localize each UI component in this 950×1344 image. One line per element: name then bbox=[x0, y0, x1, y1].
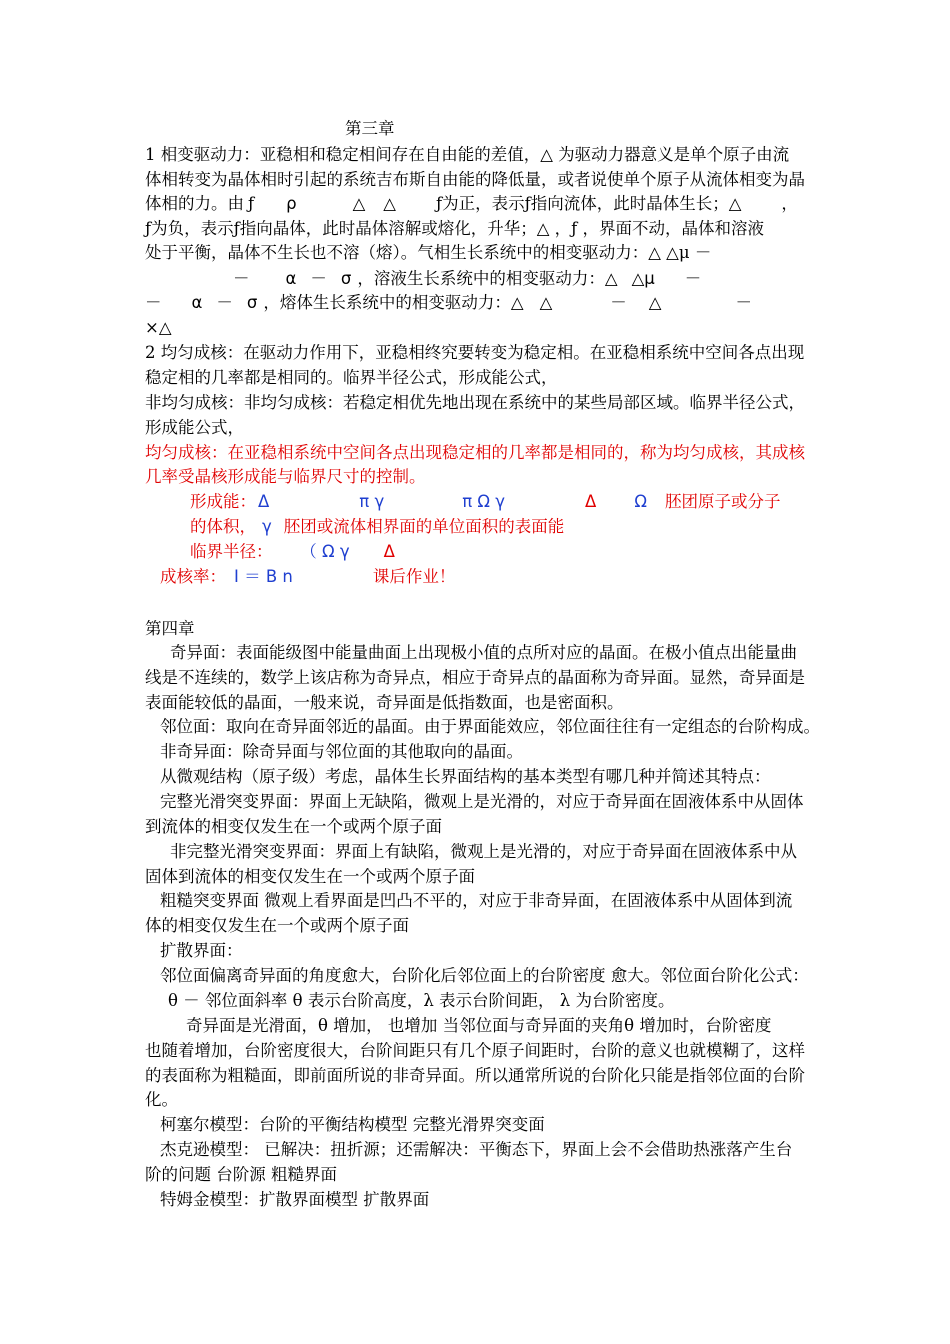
text-line: 体的相变仅发生在一个或两个原子面 bbox=[145, 916, 409, 935]
text-line: 扩散界面： bbox=[160, 941, 243, 960]
text-line: 表面能较低的晶面，一般来说，奇异面是低指数面，也是密面积。 bbox=[145, 693, 624, 712]
text-line: 线是不连续的，数学上该店称为奇异点，相应于奇异点的晶面称为奇异面。显然，奇异面是 bbox=[145, 668, 805, 687]
symbol-minus: － bbox=[310, 269, 327, 288]
symbol-delta: △ bbox=[383, 194, 396, 213]
text-line: ƒ为负，表示ƒ指向晶体，此时晶体溶解或熔化，升华；△ ，ƒ ，界面不动，晶体和溶液 bbox=[145, 219, 764, 238]
symbol-sigma: σ bbox=[340, 269, 352, 288]
text-line: 邻位面：取向在奇异面邻近的晶面。由于界面能效应，邻位面往往有一定组态的台阶构成。 bbox=[160, 717, 820, 736]
symbol-minus: － bbox=[735, 293, 752, 312]
text-line: 形成能公式， bbox=[145, 418, 244, 437]
symbol-alpha: α bbox=[191, 293, 203, 312]
text-line: 从微观结构（原子级）考虑，晶体生长界面结构的基本类型有哪几种并简述其特点： bbox=[160, 767, 771, 786]
text-line: ×△ bbox=[145, 318, 172, 337]
symbol-delta: Δ bbox=[383, 542, 395, 561]
symbol-minus: － bbox=[233, 269, 250, 288]
text-line bbox=[145, 291, 752, 315]
text-line: 阶的问题 台阶源 粗糙界面 bbox=[145, 1165, 337, 1184]
symbol-delta: △ bbox=[352, 194, 366, 213]
text-fragment: 胚团原子或分子 bbox=[664, 492, 781, 511]
text-line: 到流体的相变仅发生在一个或两个原子面 bbox=[145, 817, 442, 836]
formation-energy-label: 形成能： bbox=[190, 492, 256, 511]
text-line: 杰克逊模型： 已解决：扭折源；还需解决：平衡态下，界面上会不会借助热涨落产生台 bbox=[160, 1140, 793, 1159]
text-line: 固体到流体的相变仅发生在一个或两个原子面 bbox=[145, 867, 475, 886]
text-line: 非完整光滑突变界面：界面上有缺陷，微观上是光滑的，对应于奇异面在固液体系中从 bbox=[170, 842, 797, 861]
text-line: 完整光滑突变界面：界面上无缺陷，微观上是光滑的，对应于奇异面在固液体系中从固体 bbox=[160, 792, 804, 811]
symbol-minus: － bbox=[145, 293, 162, 312]
text-line bbox=[145, 267, 701, 291]
formation-energy-line bbox=[190, 490, 780, 514]
nucleation-rate-line bbox=[160, 565, 455, 589]
symbol-delta: △ bbox=[539, 293, 553, 312]
text-line: 稳定相的几率都是相同的。临界半径公式，形成能公式， bbox=[145, 368, 558, 387]
symbol-pi-omega-gamma: π Ω γ bbox=[462, 492, 506, 511]
text-line: 2 均匀成核：在驱动力作用下，亚稳相终究要转变为稳定相。在亚稳相系统中空间各点出现 bbox=[145, 343, 805, 362]
nucleation-rate-label: 成核率： bbox=[160, 567, 226, 586]
formula: （ Ω γ bbox=[308, 542, 350, 561]
symbol-gamma: γ bbox=[262, 517, 272, 536]
text-fragment: 的体积， bbox=[190, 517, 256, 536]
symbol-delta: Δ bbox=[258, 492, 270, 511]
text-line: 也随着增加，台阶密度很大，台阶间距只有几个原子间距时，台阶的意义也就模糊了，这样 bbox=[145, 1041, 805, 1060]
text-line bbox=[145, 192, 798, 216]
text-fragment: ，熔体生长系统中的相变驱动力：△ bbox=[263, 293, 524, 312]
chapter-4-title: 第四章 bbox=[145, 619, 195, 638]
text-line: 的表面称为粗糙面，即前面所说的非奇异面。所以通常所说的台阶化只能是指邻位面的台阶 bbox=[145, 1066, 805, 1085]
symbol-alpha: α bbox=[285, 269, 297, 288]
text-line: θ － 邻位面斜率 θ 表示台阶高度，λ 表示台阶间距， λ 为台阶密度。 bbox=[168, 991, 675, 1010]
symbol-minus: － bbox=[610, 293, 627, 312]
symbol-minus: － bbox=[684, 269, 702, 288]
text-line: 奇异面：表面能级图中能量曲面上出现极小值的点所对应的晶面。在极小值点出能量曲 bbox=[170, 643, 797, 662]
text-line: 非均匀成核：非均匀成核：若稳定相优先地出现在系统中的某些局部区域。临界半径公式， bbox=[145, 393, 805, 412]
highlight-line: 几率受晶核形成能与临界尺寸的控制。 bbox=[145, 467, 426, 486]
text-fragment: 胚团或流体相界面的单位面积的表面能 bbox=[283, 517, 565, 536]
text-fragment: 体相的力。由 bbox=[145, 194, 244, 213]
critical-radius-label: 临界半径： bbox=[190, 542, 273, 561]
symbol-sigma: σ bbox=[246, 293, 258, 312]
symbol-delta: Δ bbox=[585, 492, 597, 511]
formation-energy-desc bbox=[190, 515, 564, 539]
symbol-minus: － bbox=[216, 293, 233, 312]
homework-note: 课后作业！ bbox=[372, 567, 456, 586]
text-line: 1 相变驱动力：亚稳相和稳定相间存在自由能的差值，△ 为驱动力器意义是单个原子由流 bbox=[145, 145, 790, 164]
symbol-pi-gamma: π γ bbox=[359, 492, 385, 511]
text-line: 粗糙突变界面 微观上看界面是凹凸不平的，对应于非奇异面，在固液体系中从固体到流 bbox=[160, 891, 793, 910]
text-line: 体相转变为晶体相时引起的系统吉布斯自由能的降低量，或者说使单个原子从流体相变为晶 bbox=[145, 170, 805, 189]
highlight-line: 均匀成核：在亚稳相系统中空间各点出现稳定相的几率都是相同的，称为均匀成核，其成核 bbox=[145, 443, 805, 462]
symbol-f: ƒ bbox=[248, 194, 255, 213]
text-line: 处于平衡，晶体不生长也不溶（熔）。气相生长系统中的相变驱动力：△ △μ － bbox=[145, 243, 712, 262]
text-fragment: ƒ为正，表示ƒ指向流体，此时晶体生长；△ bbox=[436, 194, 742, 213]
symbol-omega: Ω bbox=[634, 492, 647, 511]
symbol-rho: ρ bbox=[286, 194, 297, 213]
text-line: 邻位面偏离奇异面的角度愈大，台阶化后邻位面上的台阶密度 愈大。邻位面台阶化公式： bbox=[160, 966, 809, 985]
chapter-3-title: 第三章 bbox=[345, 119, 395, 138]
text-line: 奇异面是光滑面，θ 增加， 也增加 当邻位面与奇异面的夹角θ 增加时，台阶密度 bbox=[186, 1016, 772, 1035]
symbol-delta: △ bbox=[648, 293, 662, 312]
text-line: 柯塞尔模型：台阶的平衡结构模型 完整光滑界突变面 bbox=[160, 1115, 545, 1134]
formula: I ＝ B n bbox=[234, 567, 293, 586]
critical-radius-line bbox=[190, 540, 395, 564]
symbol-delta-mu: △μ bbox=[631, 269, 655, 288]
text-line: 化。 bbox=[145, 1090, 178, 1109]
text-fragment: ，溶液生长系统中的相变驱动力：△ bbox=[357, 269, 618, 288]
text-line: 特姆金模型：扩散界面模型 扩散界面 bbox=[160, 1190, 430, 1209]
text-fragment: ， bbox=[781, 194, 798, 213]
text-line: 非奇异面：除奇异面与邻位面的其他取向的晶面。 bbox=[160, 742, 523, 761]
